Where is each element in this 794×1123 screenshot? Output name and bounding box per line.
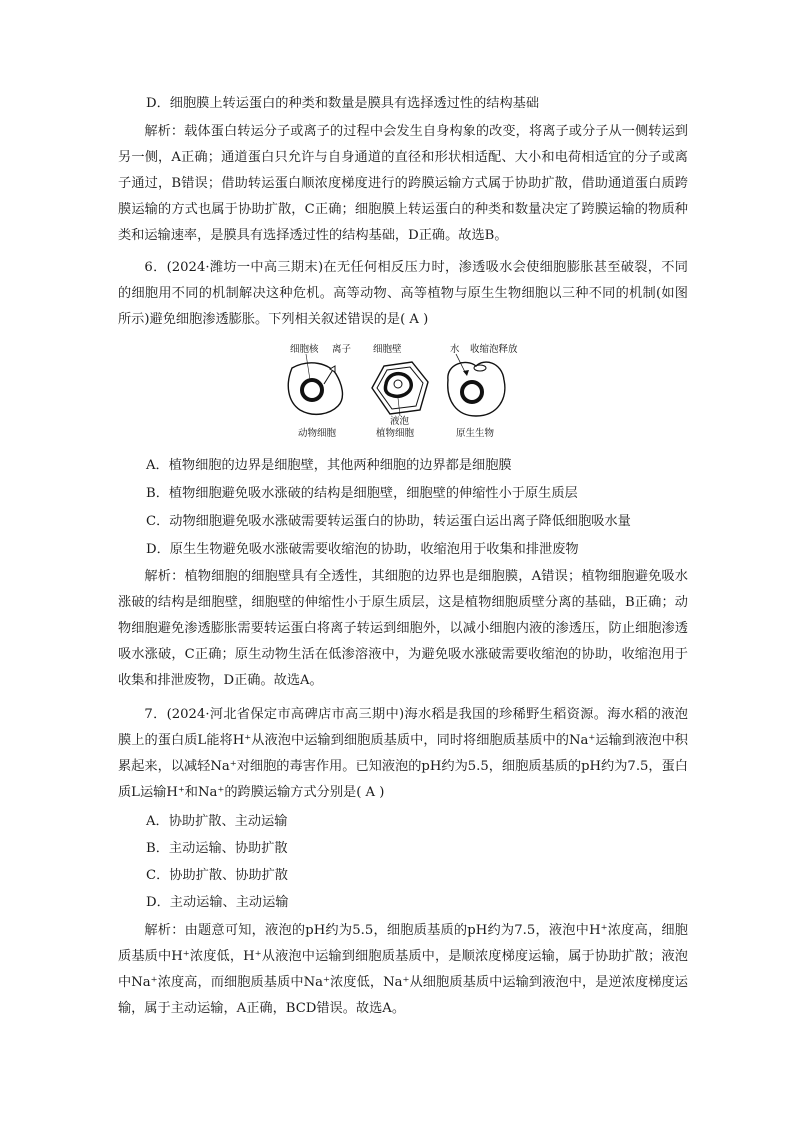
plant-wall-label: 细胞壁	[373, 344, 402, 355]
animal-nucleus	[302, 380, 322, 400]
plant-vacuole-label: 液泡	[390, 416, 410, 427]
animal-nucleus-label: 细胞核	[290, 344, 319, 355]
protist-nucleus	[462, 382, 482, 402]
osmotic-cells-figure	[280, 340, 530, 445]
q7-stem: 7．(2024·河北省保定市高碑店市高三期中)海水稻是我国的珍稀野生稻资源。海水稻的液泡膜上的蛋白质L能将H⁺从液泡中运输到细胞质基质中，同时将细胞质基质中的Na⁺运输到液泡中积累起来，以减轻Na⁺对细胞的毒害作用。已知液泡的pH约为5.5，细胞质基质的pH约为7.5，蛋白质L运输H⁺和Na⁺的跨膜运输方式分别是( A )	[118, 707, 688, 800]
q7-option-d: D．主动运输、主动运输	[146, 895, 289, 910]
q7-option-c: C．协助扩散、协助扩散	[146, 868, 288, 883]
q6-option-b: B．植物细胞避免吸水涨破的结构是细胞壁，细胞壁的伸缩性小于原生质层	[146, 486, 578, 501]
protist-water-label: 水	[450, 344, 460, 355]
animal-ion-label: 离子	[332, 344, 352, 355]
q6-option-a: A．植物细胞的边界是细胞壁，其他两种细胞的边界都是细胞膜	[146, 458, 512, 473]
plant-nucleus	[394, 380, 402, 388]
q6-option-d: D．原生生物避免吸水涨破需要收缩泡的协助，收缩泡用于收集和排泄废物	[146, 542, 579, 557]
water-arrowhead	[463, 370, 469, 376]
plant-caption: 植物细胞	[376, 428, 415, 439]
animal-caption: 动物细胞	[298, 428, 337, 439]
q6-stem: 6．(2024·潍坊一中高三期末)在无任何相反压力时，渗透吸水会使细胞膨胀甚至破裂，不同的细胞用不同的机制解决这种危机。高等动物、高等植物与原生生物细胞以三种不同的机制(如图所示)避免细胞渗透膨胀。下列相关叙述错误的是( A )	[118, 260, 688, 327]
q5-option-d: D．细胞膜上转运蛋白的种类和数量是膜具有选择透过性的结构基础	[146, 96, 540, 111]
q7-analysis: 解析：由题意可知，液泡的pH约为5.5，细胞质基质的pH约为7.5，液泡中H⁺浓度高，细胞质基质中H⁺浓度低，H⁺从液泡中运输到细胞质基质中，是顺浓度梯度运输，属于协助扩散；液泡中Na⁺浓度高，而细胞质基质中Na⁺浓度低，Na⁺从细胞质基质中运输到液泡中，是逆浓度梯度运输，属于主动运输，A正确，BCD错误。故选A。	[118, 923, 688, 1016]
protist-caption: 原生生物	[456, 428, 495, 439]
nucleus-leader	[306, 354, 310, 380]
q7-option-a: A．协助扩散、主动运输	[146, 814, 288, 829]
protist-release-label: 收缩泡释放	[470, 344, 518, 355]
contractile-vacuole	[474, 365, 486, 371]
q6-option-c: C．动物细胞避免吸水涨破需要转运蛋白的协助，转运蛋白运出离子降低细胞吸水量	[146, 514, 631, 529]
q6-analysis: 解析：植物细胞的细胞壁具有全透性，其细胞的边界也是细胞膜，A错误；植物细胞避免吸水涨破的结构是细胞壁，细胞壁的伸缩性小于原生质层，这是植物细胞质壁分离的基础，B正确；动物细胞避免渗透膨胀需要转运蛋白将离子转运到细胞外，以减小细胞内液的渗透压，防止细胞渗透吸水涨破，C正确；原生动物生活在低渗溶液中，为避免吸水涨破需要收缩泡的协助，收缩泡用于收集和排泄废物，D正确。故选A。	[118, 569, 688, 688]
q7-option-b: B．主动运输、协助扩散	[146, 841, 288, 856]
q5-analysis: 解析：载体蛋白转运分子或离子的过程中会发生自身构象的改变，将离子或分子从一侧转运到另一侧，A正确；通道蛋白只允许与自身通道的直径和形状相适配、大小和电荷相适宜的分子或离子通过，B错误；借助转运蛋白顺浓度梯度进行的跨膜运输方式属于协助扩散，借助通道蛋白质跨膜运输的方式也属于协助扩散，C正确；细胞膜上转运蛋白的种类和数量决定了跨膜运输的物质种类和运输速率，是膜具有选择透过性的结构基础，D正确。故选B。	[118, 124, 688, 243]
